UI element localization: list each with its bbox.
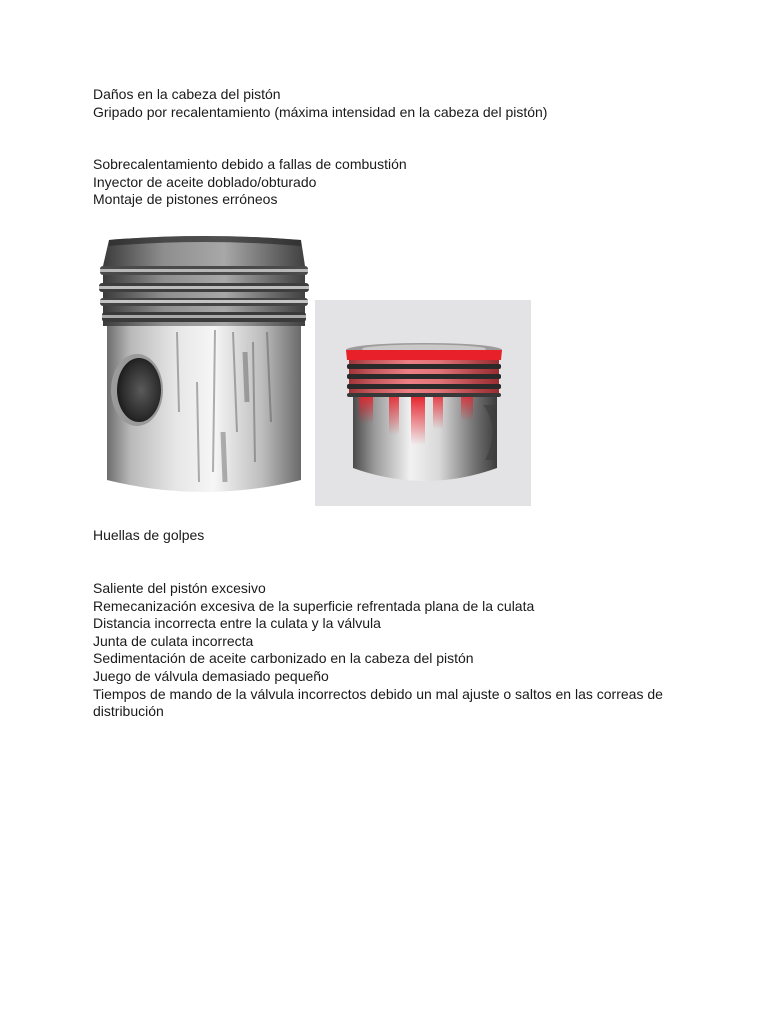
text-line: Tiempos de mando de la válvula incorrectos debido un mal ajuste o saltos en las correas de distribución bbox=[93, 685, 663, 720]
section-impact-causes bbox=[93, 580, 683, 721]
text-line: Inyector de aceite doblado/obturado bbox=[93, 173, 317, 190]
text-line: Montaje de pistones erróneos bbox=[93, 191, 278, 208]
section-title: Daños en la cabeza del pistón bbox=[93, 86, 281, 102]
section-causes bbox=[93, 156, 683, 209]
text-line: Sobrecalentamiento debido a fallas de combustión bbox=[93, 156, 407, 172]
text-line: Juego de válvula demasiado pequeño bbox=[93, 667, 329, 684]
text-line: Junta de culata incorrecta bbox=[93, 632, 254, 649]
text-line: Sedimentación de aceite carbonizado en la cabeza del pistón bbox=[93, 650, 474, 667]
section-impact-marks bbox=[93, 527, 683, 545]
text-line: Distancia incorrecta entre la culata y la válvula bbox=[93, 615, 381, 632]
section-title: Huellas de golpes bbox=[93, 527, 205, 543]
section-piston-head-damage bbox=[93, 86, 683, 121]
text-line: Remecanización excesiva de la superficie refrentada plana de la culata bbox=[93, 597, 535, 614]
text-line: Saliente del pistón excesivo bbox=[93, 580, 266, 596]
highlighted-piston-illustration bbox=[315, 300, 531, 506]
worn-piston-photo bbox=[95, 232, 313, 504]
text-line: Gripado por recalentamiento (máxima intensidad en la cabeza del pistón) bbox=[93, 103, 548, 120]
